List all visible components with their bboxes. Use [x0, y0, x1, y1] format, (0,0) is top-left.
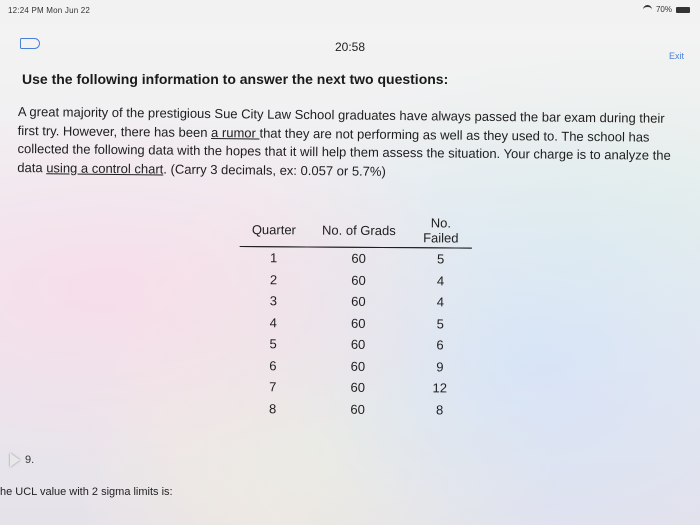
- question-paragraph: [17, 103, 682, 184]
- header-failed: No. Failed: [410, 215, 472, 248]
- cell-failed: 5: [436, 316, 444, 332]
- paragraph-part-3: . (Carry 3 decimals, ex: 0.057 or 5.7%): [163, 161, 386, 179]
- table-row: [239, 311, 471, 334]
- cell-quarter: 1: [270, 250, 278, 266]
- battery-icon: [676, 7, 690, 13]
- paragraph-part-2: that they are not performing as well as they used to. The school has collected the following data with the hopes that it will help them assess the situation. Your charge is to analyze the data: [17, 125, 671, 175]
- table-row: [239, 397, 471, 420]
- header-grads: No. of Grads: [308, 214, 410, 247]
- cell-quarter: 6: [269, 357, 277, 374]
- sub-question-text: he UCL value with 2 sigma limits is:: [0, 486, 173, 498]
- control-chart-underlined: using a control chart: [46, 159, 164, 177]
- cell-failed: 4: [436, 273, 445, 289]
- cell-grads: 60: [351, 272, 366, 288]
- cell-quarter: 3: [269, 293, 278, 309]
- wifi-icon: [643, 5, 652, 14]
- cell-grads: 60: [350, 401, 365, 417]
- table-header-row: [240, 214, 472, 248]
- cell-grads: 60: [350, 337, 366, 353]
- exam-toolbar: [0, 24, 700, 64]
- exit-button[interactable]: Exit: [668, 51, 684, 61]
- question-intro: Use the following information to answer the next two questions:: [22, 71, 449, 87]
- paragraph-part-1: A great majority of the prestigious Sue City Law School graduates have always passed the bar exam during their first try. However, there has been: [17, 103, 665, 140]
- cell-grads: 60: [350, 358, 366, 374]
- cell-failed: 9: [436, 359, 444, 375]
- cell-grads: 60: [350, 380, 366, 396]
- cell-failed: 4: [436, 294, 445, 310]
- table-row: [239, 354, 471, 377]
- cell-quarter: 2: [269, 271, 278, 288]
- cell-failed: 8: [435, 402, 444, 418]
- cell-quarter: 4: [269, 314, 277, 331]
- table-row: [239, 268, 471, 291]
- cell-quarter: 8: [268, 400, 277, 417]
- status-time: [8, 6, 90, 15]
- table-row: [239, 290, 471, 313]
- status-date: Mon Jun 22: [46, 6, 91, 15]
- cell-failed: 12: [432, 380, 448, 396]
- question-marker-icon: [10, 453, 20, 467]
- exam-timer: 20:58: [334, 40, 366, 54]
- cell-quarter: 7: [269, 379, 277, 395]
- data-table: [239, 214, 472, 421]
- status-bar: [0, 0, 700, 24]
- battery-percent: 70%: [655, 5, 672, 14]
- cell-grads: 60: [351, 251, 366, 267]
- cell-failed: 5: [437, 251, 445, 267]
- rumor-underlined: a rumor: [211, 124, 260, 141]
- cell-grads: 60: [351, 294, 366, 310]
- cell-failed: 6: [436, 337, 444, 353]
- cell-grads: 60: [350, 315, 366, 331]
- question-number: 9.: [25, 454, 35, 466]
- header-quarter: Quarter: [240, 214, 308, 247]
- status-clock: 12:24 PM: [8, 6, 44, 15]
- question-number-nav[interactable]: [10, 453, 34, 467]
- table-row: [239, 376, 471, 399]
- table-row: [239, 333, 471, 356]
- cell-quarter: 5: [269, 336, 277, 352]
- status-indicators: [643, 5, 690, 14]
- table-row: [240, 246, 472, 270]
